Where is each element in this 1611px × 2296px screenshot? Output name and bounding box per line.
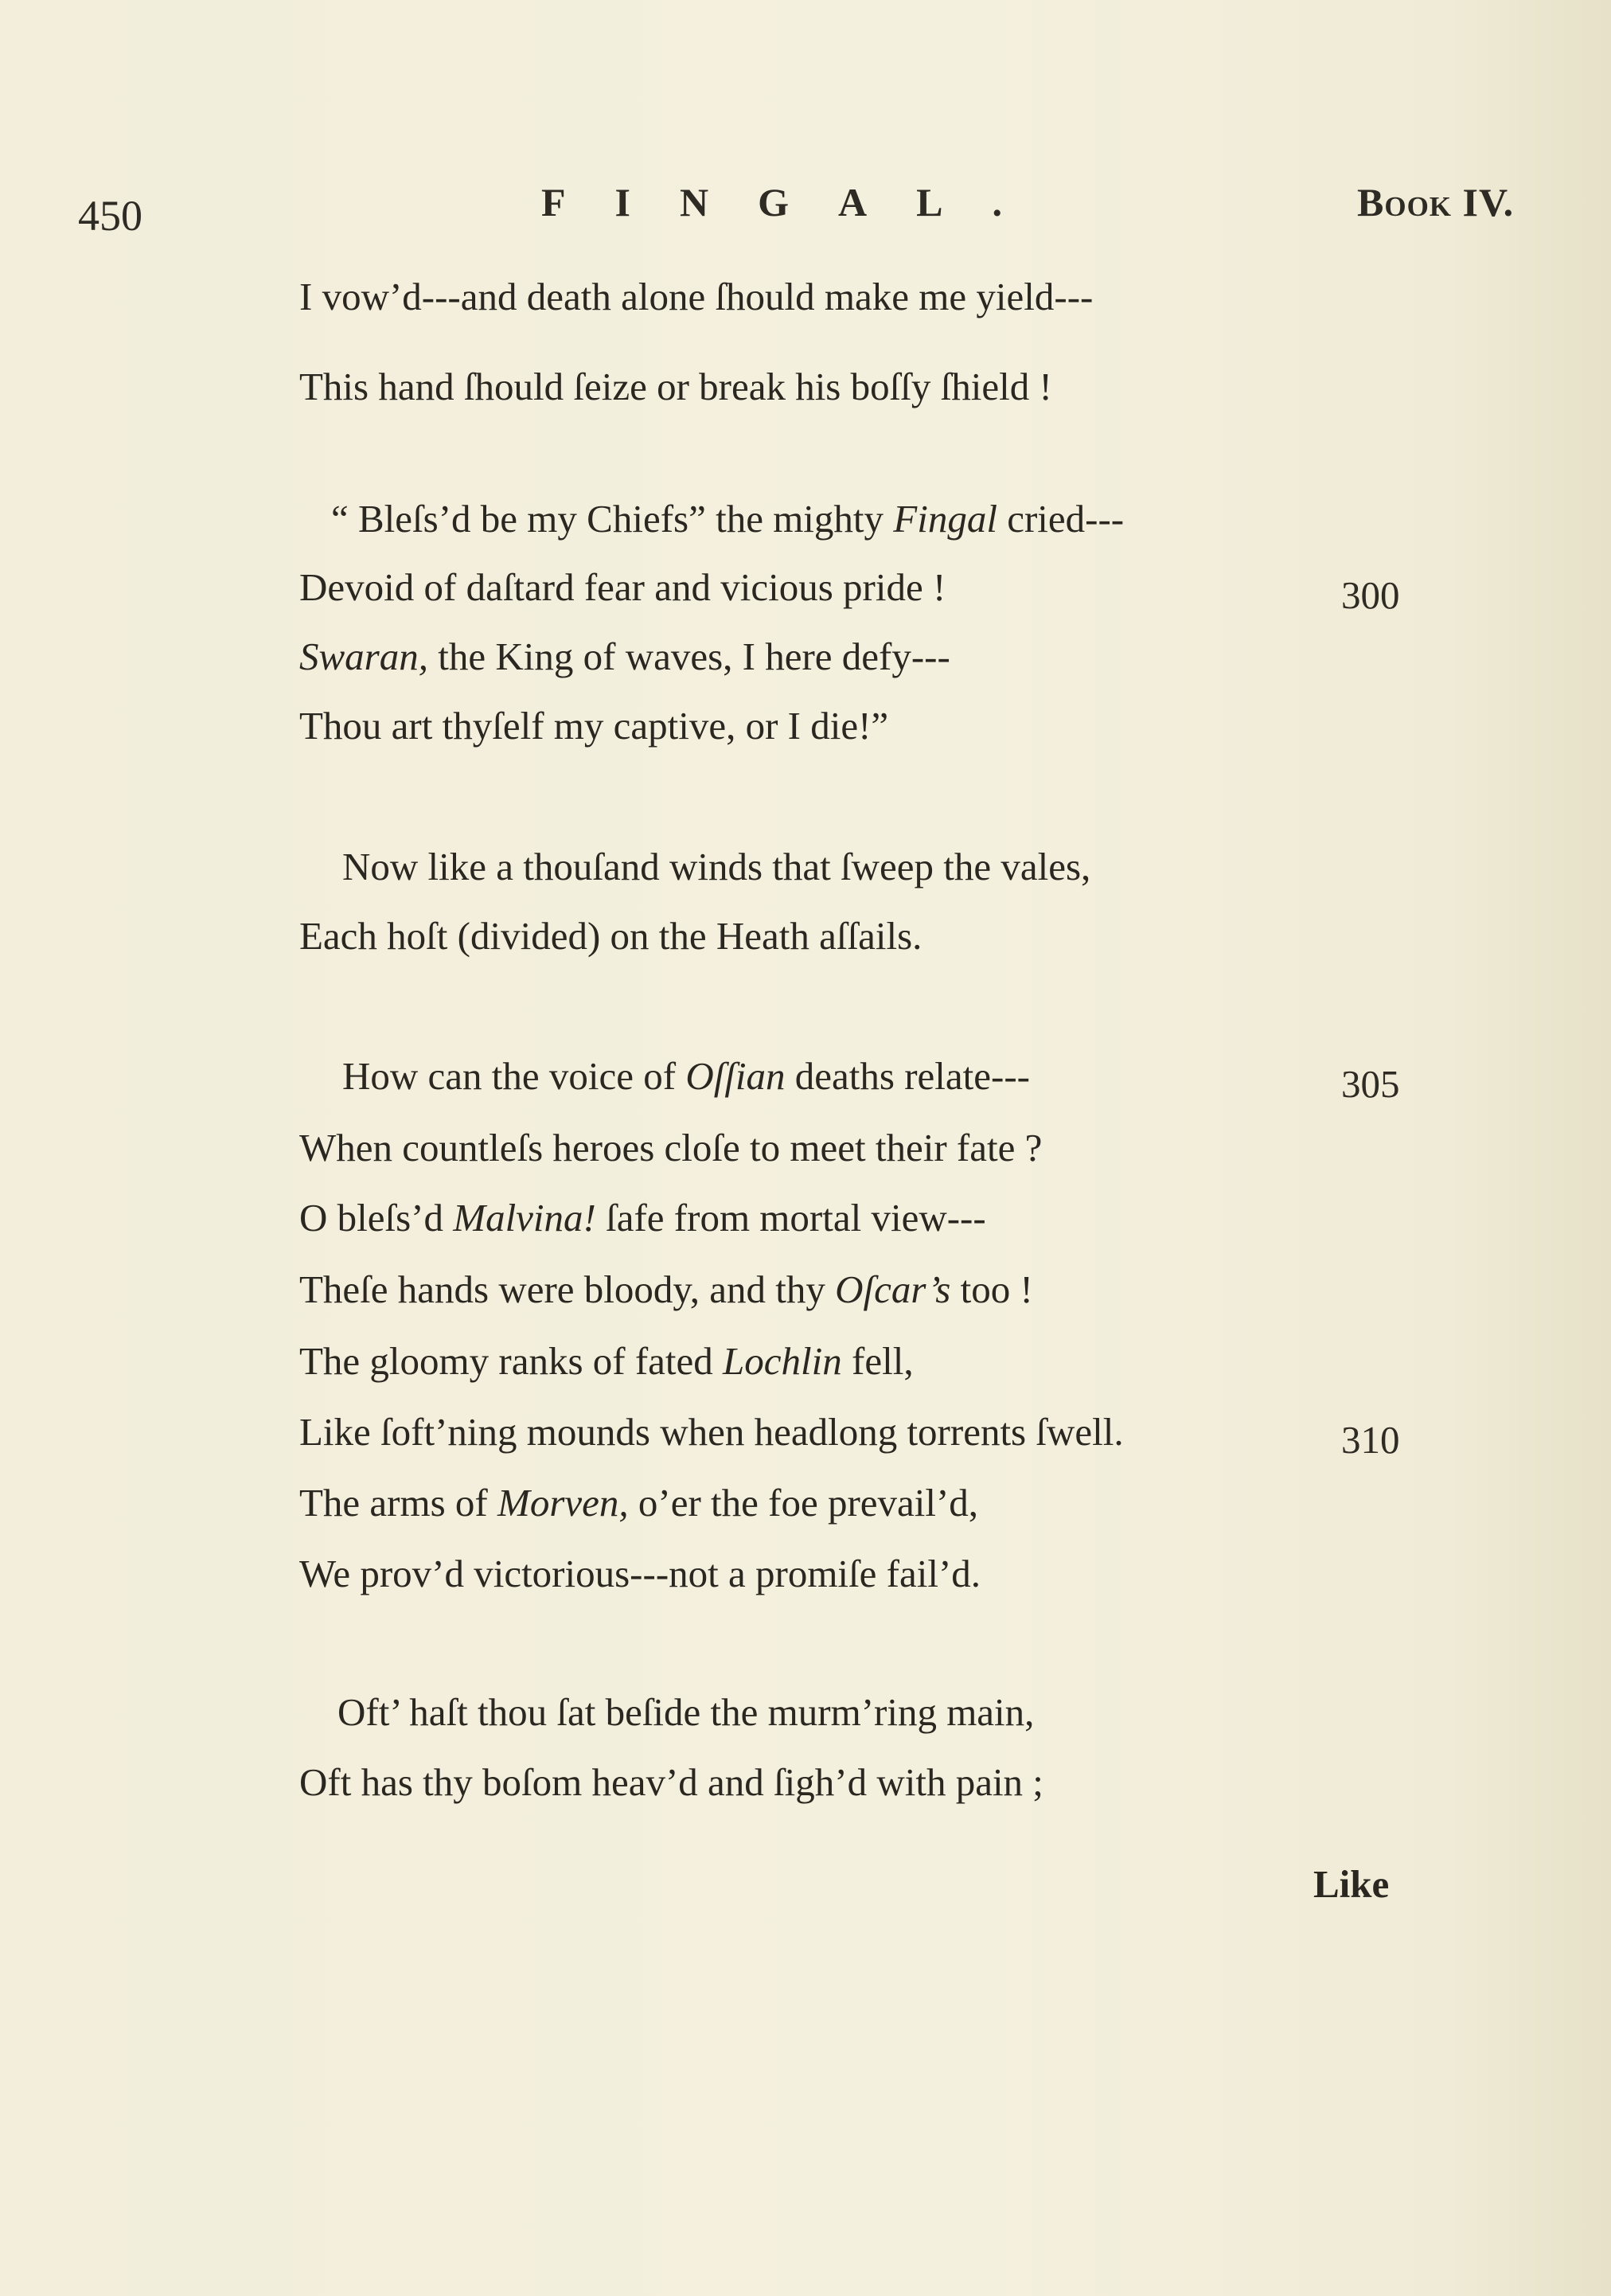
verse-line: Swaran, the King of waves, I here defy--- <box>299 635 950 678</box>
verse-line: Now like a thouſand winds that ſweep the vales, <box>342 845 1091 888</box>
verse-line: Oft has thy boſom heav’d and ſigh’d with pain ; <box>299 1760 1043 1804</box>
verse-line: Devoid of daſtard fear and vicious pride ! <box>299 565 946 609</box>
book-label: Book IV. <box>1357 180 1515 225</box>
line-number: 310 <box>1341 1418 1400 1462</box>
verse-line: Theſe hands were bloody, and thy Oſcar’s too ! <box>299 1267 1033 1311</box>
verse-line: Oft’ haſt thou ſat beſide the murm’ring main, <box>337 1690 1035 1734</box>
verse-line: We prov’d victorious---not a promiſe fail’d. <box>299 1552 981 1595</box>
running-title: FINGAL. <box>541 180 1051 225</box>
line-number: 305 <box>1341 1062 1400 1106</box>
verse-line: O bleſs’d Malvina! ſafe from mortal view--- <box>299 1196 986 1240</box>
verse-line: Each hoſt (divided) on the Heath aſſails. <box>299 914 923 958</box>
line-number: 300 <box>1341 573 1400 617</box>
verse-line: This hand ſhould ſeize or break his boſſy ſhield ! <box>299 365 1052 408</box>
catchword: Like <box>1313 1862 1390 1906</box>
verse-line: “ Bleſs’d be my Chiefs” the mighty Fingal cried--- <box>331 497 1125 541</box>
verse-line: Thou art thyſelf my captive, or I die!” <box>299 704 889 748</box>
verse-line: The gloomy ranks of fated Lochlin fell, <box>299 1339 914 1383</box>
verse-line: I vow’d---and death alone ſhould make me yield--- <box>299 275 1094 318</box>
verse-line: How can the voice of Oſſian deaths relate--- <box>342 1054 1030 1098</box>
verse-line: Like ſoft’ning mounds when headlong torrents ſwell. <box>299 1410 1124 1454</box>
verse-line: When countleſs heroes cloſe to meet their fate ? <box>299 1126 1043 1169</box>
verse-line: The arms of Morven, o’er the foe prevail’d, <box>299 1481 979 1525</box>
page-number: 450 <box>78 192 142 240</box>
